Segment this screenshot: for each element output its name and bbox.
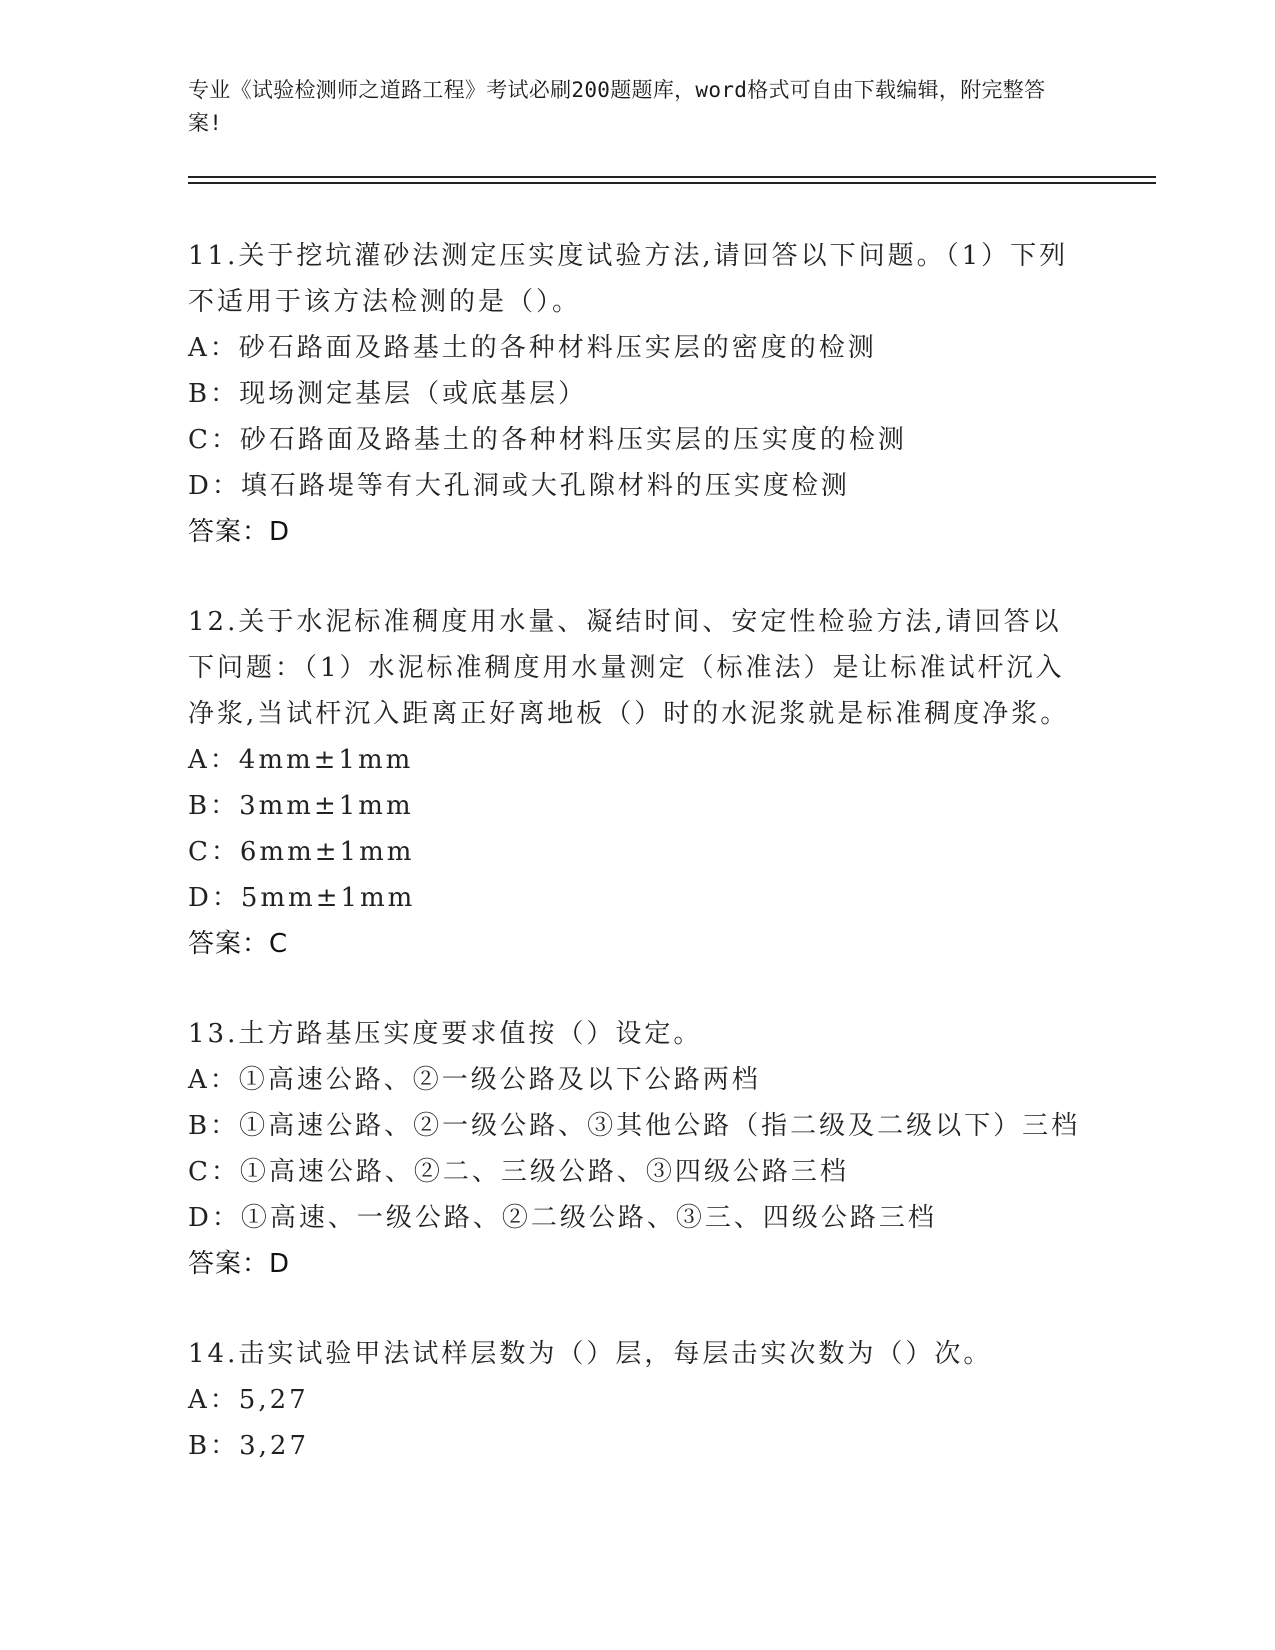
question-14 <box>188 1331 1088 1469</box>
question-13 <box>188 1011 1088 1287</box>
option-b: B：3mm±1mm <box>188 791 414 821</box>
option-c: C：6mm±1mm <box>188 837 415 867</box>
option-b: B：3,27 <box>188 1431 309 1461</box>
header-divider-bottom <box>188 182 1156 184</box>
question-12 <box>188 599 1088 967</box>
option-a: A：4mm±1mm <box>188 745 414 775</box>
option-c: C：①高速公路、②二、三级公路、③四级公路三档 <box>188 1157 849 1187</box>
answer-label: 答案：D <box>188 1249 291 1279</box>
answer-label: 答案：C <box>188 929 289 959</box>
question-stem: 12.关于水泥标准稠度用水量、凝结时间、安定性检验方法,请回答以下问题：（1）水泥标准稠度用水量测定（标准法）是让标准试杆沉入净浆,当试杆沉入距离正好离地板（）时的水泥浆就是标准稠度净浆。 <box>188 607 1070 729</box>
answer-label: 答案：D <box>188 517 291 547</box>
question-11 <box>188 233 1088 555</box>
option-a: A：5,27 <box>188 1385 309 1415</box>
question-stem: 11.关于挖坑灌砂法测定压实度试验方法,请回答以下问题。（1）下列不适用于该方法检测的是（）。 <box>188 241 1069 317</box>
option-d: D：①高速、一级公路、②二级公路、③三、四级公路三档 <box>188 1203 937 1233</box>
option-b: B：①高速公路、②一级公路、③其他公路（指二级及二级以下）三档 <box>188 1111 1081 1141</box>
option-d: D：填石路堤等有大孔洞或大孔隙材料的压实度检测 <box>188 471 850 501</box>
option-c: C：砂石路面及路基土的各种材料压实层的压实度的检测 <box>188 425 907 455</box>
question-stem: 14.击实试验甲法试样层数为（）层，每层击实次数为（）次。 <box>188 1339 993 1369</box>
option-a: A：砂石路面及路基土的各种材料压实层的密度的检测 <box>188 333 877 363</box>
header-divider-top <box>188 176 1156 178</box>
question-stem: 13.土方路基压实度要求值按（）设定。 <box>188 1019 703 1049</box>
document-intro: 专业《试验检测师之道路工程》考试必刷200题题库，word格式可自由下载编辑，附完整答案! <box>188 78 1046 135</box>
question-list <box>188 233 1088 1469</box>
option-b: B：现场测定基层（或底基层） <box>188 379 588 409</box>
option-a: A：①高速公路、②一级公路及以下公路两档 <box>188 1065 761 1095</box>
option-d: D：5mm±1mm <box>188 883 416 913</box>
